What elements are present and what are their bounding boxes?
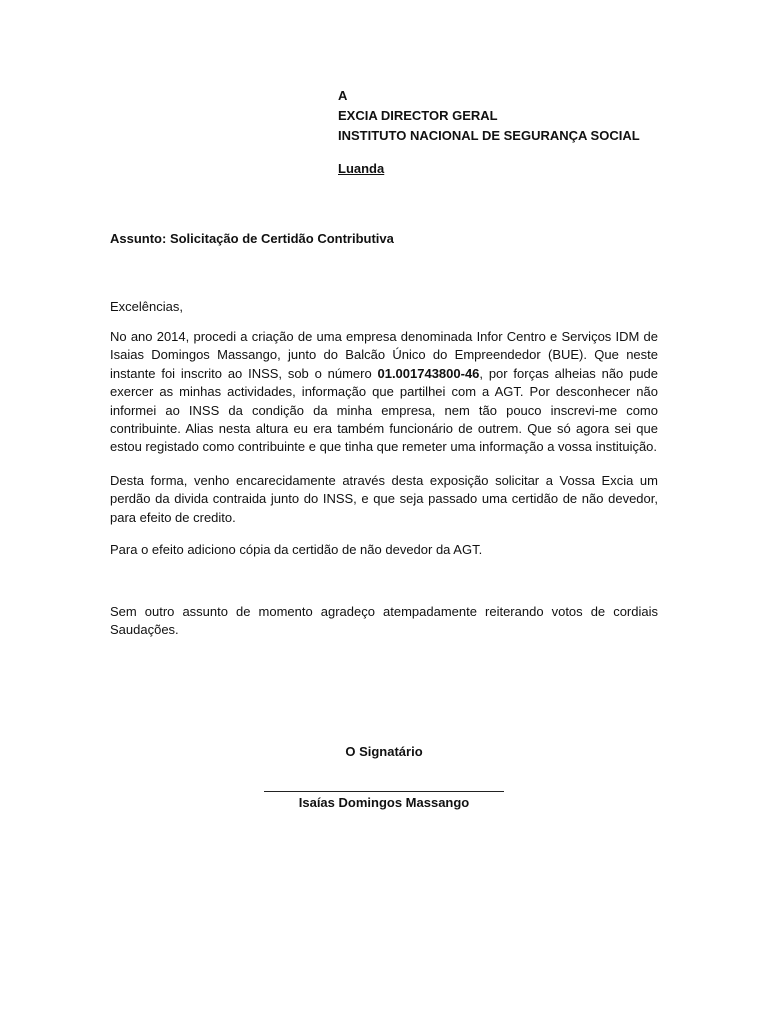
recipient-block xyxy=(338,86,640,146)
recipient-prefix: A xyxy=(338,88,348,103)
letter-salutation: Excelências, xyxy=(110,299,183,314)
body-paragraph-2: Desta forma, venho encarecidamente através desta exposição solicitar a Vossa Excia um perdão da divida contraida junto do INSS, e que seja passado uma certidão de não devedor, para efeito de credito. xyxy=(110,473,658,525)
recipient-city: Luanda xyxy=(338,161,385,176)
letter-subject: Assunto: Solicitação de Certidão Contributiva xyxy=(110,231,394,246)
inss-registration-number: 01.001743800-46 xyxy=(377,365,480,381)
paragraph-1-end: , por forças alheias não pude exercer as minhas actividades, informação que partilhei com a AGT. Por desconhecer não informei ao INSS da condição da minha empresa, nem tão pouco inscrevi-me como contribuinte. Alias nesta altura eu era também funcionário de outrem. Que só agora sei que estou registado como contribuinte e que tinha que remeter uma informação a vossa instituição. xyxy=(110,365,659,455)
signatory-name: Isaías Domingos Massango xyxy=(298,795,470,810)
paragraph-1-start: No ano 2014, procedi a criação de uma empresa denominada Infor Centro e Serviços IDM de Isaias Domingos Massango, junto do Balcão Único do Empreendedor (BUE). Que neste instante foi inscrito ao INSS, sob o número xyxy=(110,329,658,381)
body-paragraph-3: Para o efeito adiciono cópia da certidão de não devedor da AGT. xyxy=(110,542,483,557)
signatory-label: O Signatário xyxy=(345,744,423,759)
recipient-institution: INSTITUTO NACIONAL DE SEGURANÇA SOCIAL xyxy=(338,128,640,143)
closing-paragraph: Sem outro assunto de momento agradeço atempadamente reiterando votos de cordiais Saudações. xyxy=(110,604,658,638)
body-paragraph-1 xyxy=(110,328,658,457)
recipient-title: EXCIA DIRECTOR GERAL xyxy=(338,108,498,123)
signature-line xyxy=(264,791,504,792)
